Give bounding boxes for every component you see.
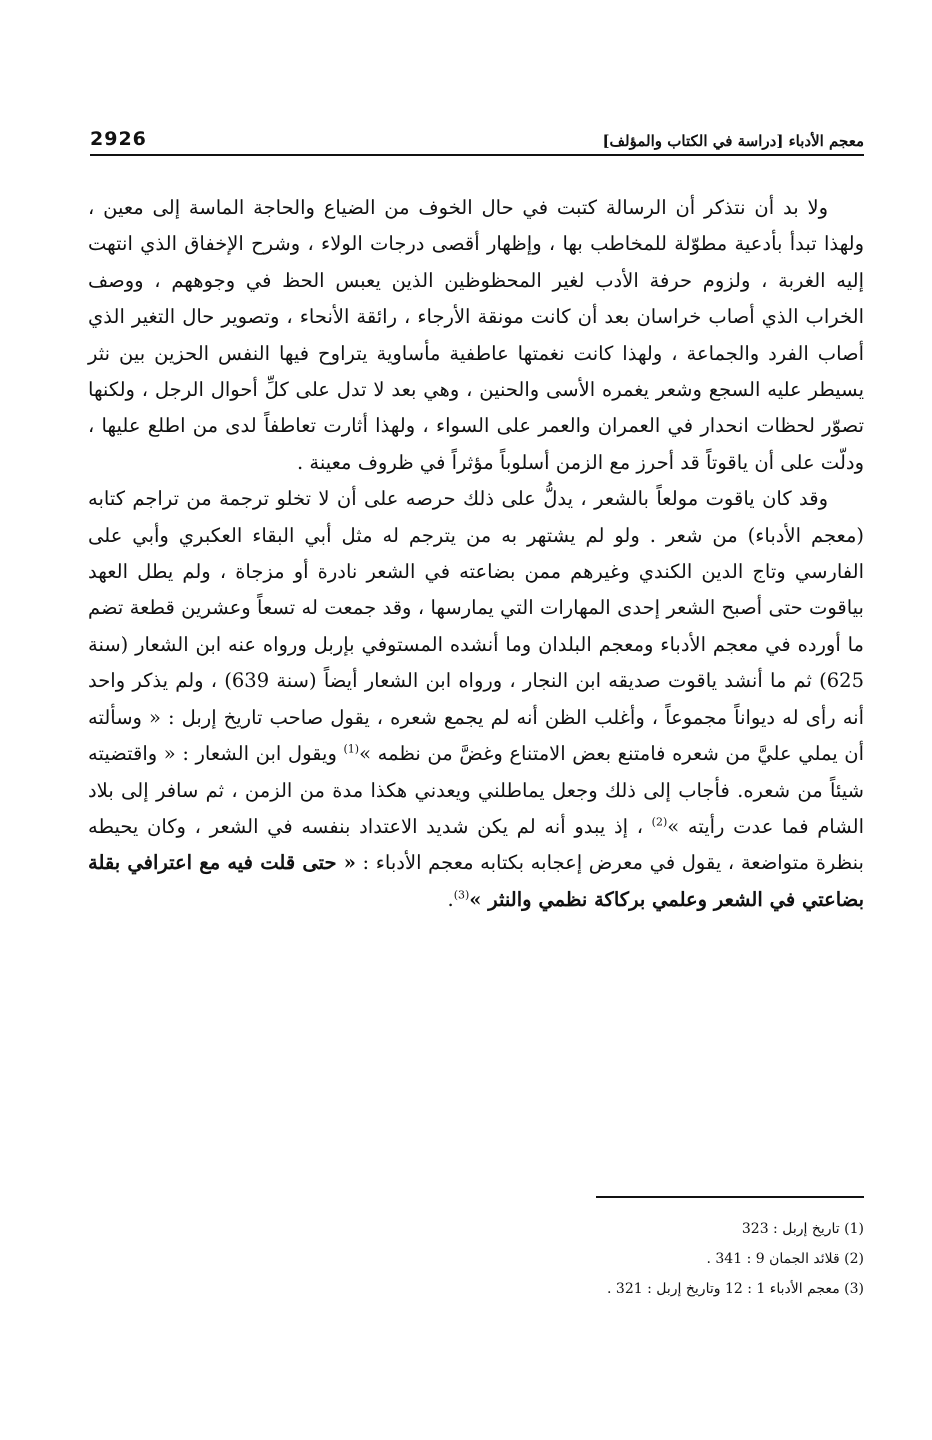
footnote-3: (3) معجم الأدباء 1 : 12 وتاريخ إربل : 321 .: [607, 1281, 864, 1297]
footnotes: [300, 1214, 864, 1304]
footnote-divider: [596, 1196, 864, 1198]
body-text: [88, 190, 864, 918]
footnote-ref-1: (1): [343, 742, 360, 756]
running-title: معجم الأدباء [دراسة في الكتاب والمؤلف]: [602, 132, 864, 150]
page-number: 2926: [90, 128, 147, 150]
footnote-1: (1) تاريخ إربل : 323: [741, 1221, 864, 1237]
paragraph-2-part-c: ، إذ يبدو أنه لم يكن شديد الاعتداد بنفسه في الشعر ، وكان يحيطه بنظرة متواضعة ، يقول في معرض إعجابه بكتابه معجم الأدباء :: [88, 814, 864, 875]
page-header: [90, 116, 864, 156]
paragraph-1: ولا بد أن نتذكر أن الرسالة كتبت في حال الخوف من الضياع والحاجة الماسة إلى معين ، ولهذا تبدأ بأدعية مطوّلة للمخاطب بها ، وإظهار أقصى درجات الولاء ، وشرح الإخفاق الذي انتهت إليه الغربة ، ولزوم حرفة الأدب لغير المحظوظين الذين يعبس الحظ في وجوههم ، ووصف الخراب الذي أصاب خراسان بعد أن كانت مونقة الأرجاء ، رائقة الأنحاء ، وتصوير حال التغير الذي أصاب الفرد والجماعة ، ولهذا كانت نغمتها عاطفية مأساوية يتراوح فيها النفس الحزين بين نثر يسيطر عليه السجع وشعر يغمره الأسى والحنين ، وهي بعد لا تدل على كلِّ أحوال الرجل ، ولكنها تصوّر لحظات انحدار في العمران والعمر على السواء ، ولهذا أثارت تعاطفاً لدى من اطلع عليها ، ودلّت على أن ياقوتاً قد أحرز مع الزمن أسلوباً مؤثراً في ظروف معينة .: [88, 196, 864, 474]
footnote-2: (2) قلائد الجمان 9 : 341 .: [706, 1251, 864, 1267]
paragraph-2: [88, 481, 864, 918]
bold-quotation: « حتى قلت فيه مع اعترافي بقلة بضاعتي في الشعر وعلمي بركاكة نظمي والنثر »: [88, 851, 864, 911]
paragraph-2-end: .: [447, 887, 454, 911]
footnote-ref-2: (2): [651, 815, 668, 829]
footnote-ref-3: (3): [453, 888, 470, 902]
paragraph-2-part-a: وقد كان ياقوت مولعاً بالشعر ، يدلُّ على ذلك حرصه على أن لا تخلو ترجمة من تراجم كتابه (معجم الأدباء) من شعر . ولو لم يشتهر به من يترجم له مثل أبي البقاء العكبري وأبي على الفارسي وتاج الدين الكندي وغيرهم ممن بضاعته في الشعر نادرة أو مزجاة ، ولم يطل العهد بياقوت حتى أصبح الشعر إحدى المهارات التي يمارسها ، وقد جمعت له تسعاً وعشرين قطعة تضم ما أورده في معجم الأدباء ومعجم البلدان وما أنشده المستوفي بإربل ورواه عنه ابن الشعار (سنة 625) ثم ما أنشد ياقوت صديقه ابن النجار ، ورواه ابن الشعار أيضاً (سنة 639) ، ولم يذكر واحد أنه رأى له ديواناً مجموعاً ، وأغلب الظن أنه لم يجمع شعره ، يقول صاحب تاريخ إربل : « وسألته أن يملي عليَّ من شعره فامتنع بعض الامتناع وغضَّ من نظمه »: [88, 487, 864, 766]
paragraph-2-part-b: ويقول ابن الشعار : « واقتضيته شيئاً من شعره. فأجاب إلى ذلك وجعل يماطلني ويعدني هكذا مدة من الزمن ، ثم سافر إلى بلاد الشام فما عدت رأيته »: [88, 742, 864, 838]
